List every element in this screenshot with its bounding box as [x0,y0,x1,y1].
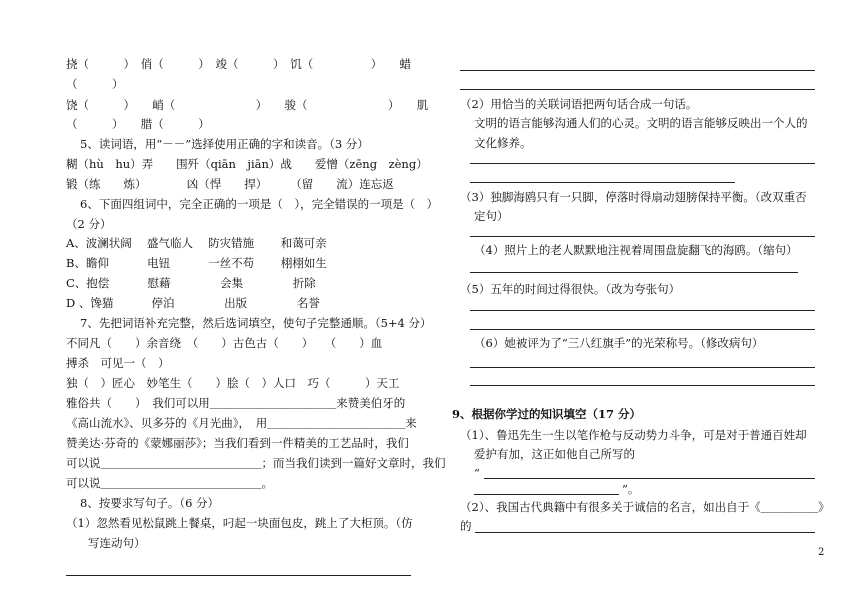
q4-row1-continued: （ ） [66,77,124,91]
q6-score: （2 分） [66,217,112,231]
q7-line8: 可以说＿＿＿＿＿＿＿＿＿＿＿＿＿＿。 [66,476,273,490]
answer-line[interactable] [470,163,815,164]
q9-item1: （1）、鲁迅先生一生以笔作枪与反动势力斗争，可是对于普通百姓却 [460,428,807,442]
q8-item2-text: 文明的语言能够沟通人们的心灵。文明的语言能够反映出一个人的 [474,116,808,130]
answer-line[interactable] [66,575,411,576]
q9-title: 9、根据你学过的知识填空（17 分） [452,407,642,421]
q9-item1-continued: 爱护有加，这正如他自己所写的 [474,447,635,461]
q7-line7: 可以说＿＿＿＿＿＿＿＿＿＿＿＿＿＿；而当我们读到一篇好文章时，我们 [66,456,446,470]
q7-line1: 不同凡（ ）余音绕 （ ）古色古（ ） （ ）血 [66,336,383,350]
answer-line[interactable] [470,236,815,237]
q4-row1: 挠（ ） 俏（ ） 竣（ ） 饥（ ） 蜡 [66,57,411,71]
q8-item2-text-continued: 文化修养。 [474,136,532,150]
q9-item2-continued: 的 [460,519,472,533]
q6-option-c: C、抱偿 慰藉 会集 折除 [66,276,316,290]
q9-item1-open-quote: “ [474,466,480,480]
answer-line[interactable] [484,478,815,479]
q8-item5: （5）五年的时间过得很快。（改为夸张句） [460,282,681,296]
q6-option-b: B、瞻仰 电钮 一丝不苟 栩栩如生 [66,256,327,270]
answer-line[interactable] [475,532,815,533]
q7-line5: 《高山流水》、贝多芬的《月光曲》， 用＿＿＿＿＿＿＿＿＿＿＿＿来 [66,416,417,430]
q8-item1: （1）忽然看见松鼠跳上餐桌，叼起一块面包皮，跳上了大柜顶。（仿 [66,516,413,530]
q8-item2: （2）用恰当的关联词语把两句话合成一句话。 [460,97,698,111]
q7-line4: 雅俗共（ ） 我们可以用＿＿＿＿＿＿＿＿＿＿＿来赞美伯牙的 [66,396,406,410]
answer-line[interactable] [470,310,815,311]
answer-line[interactable] [460,70,815,71]
q5-title: 5、读词语，用“－－”选择使用正确的字和读音。（3 分） [80,137,369,151]
q6-option-a: A、波澜状阔 盛气临人 防灾错施 和蔼可亲 [66,236,327,250]
q8-title: 8、按要求写句子。（6 分） [80,496,220,510]
q8-item6: （6）她被评为了“三八红旗手”的光荣称号。（修改病句） [474,336,764,350]
q5-line2: 锻（练 炼） 凶（悍 捍） （留 流）连忘返 [66,177,394,191]
page-number: 2 [818,547,825,558]
answer-line[interactable] [460,89,815,90]
q4-row2-continued: （ ） 腊（ ） [66,117,210,131]
q5-line1: 糊（hù hu）弄 围歼（qiān jiān）战 爱憎（zēng zèng） [66,157,428,171]
spacer [474,494,815,495]
q9-item1-close-quote: ”。 [622,482,640,496]
q8-item3: （3）独脚海鸥只有一只脚，停落时得扇动翅膀保持平衡。（改双重否 [460,190,807,204]
q8-item3-continued: 定句） [474,209,509,223]
answer-line[interactable] [470,329,815,330]
answer-line[interactable] [470,385,815,386]
answer-line[interactable] [470,272,798,273]
q6-option-d: D 、馋猫 停泊 出版 名誉 [66,296,320,310]
q7-line3: 独（ ）匠心 妙笔生（ ）脍（ ）人口 巧（ ）天工 [66,376,400,390]
q7-title: 7、先把词语补充完整，然后选词填空，使句子完整通顺。（5+4 分） [80,316,432,330]
q7-line2: 搏杀 可见一（ ） [66,356,170,370]
q9-item2: （2）、我国古代典籍中有很多关于诚信的名言，如出自于《＿＿＿＿＿》 [460,500,830,514]
answer-line[interactable] [470,367,815,368]
q8-item4: （4）照片上的老人默默地注视着周围盘旋翻飞的海鸥。（缩句） [474,243,798,257]
q8-item1-continued: 写连动句） [88,536,146,550]
q7-line6: 赞美达·芬奇的《蒙娜丽莎》；当我们看到一件精美的工艺品时，我们 [66,436,409,450]
answer-line[interactable] [470,182,735,183]
q6-title: 6、下面四组词中，完全正确的一项是（ ），完全错误的一项是（ ） [80,197,439,211]
q4-row2: 饶（ ） 峭（ ） 骏（ ） 肌 [66,98,429,112]
